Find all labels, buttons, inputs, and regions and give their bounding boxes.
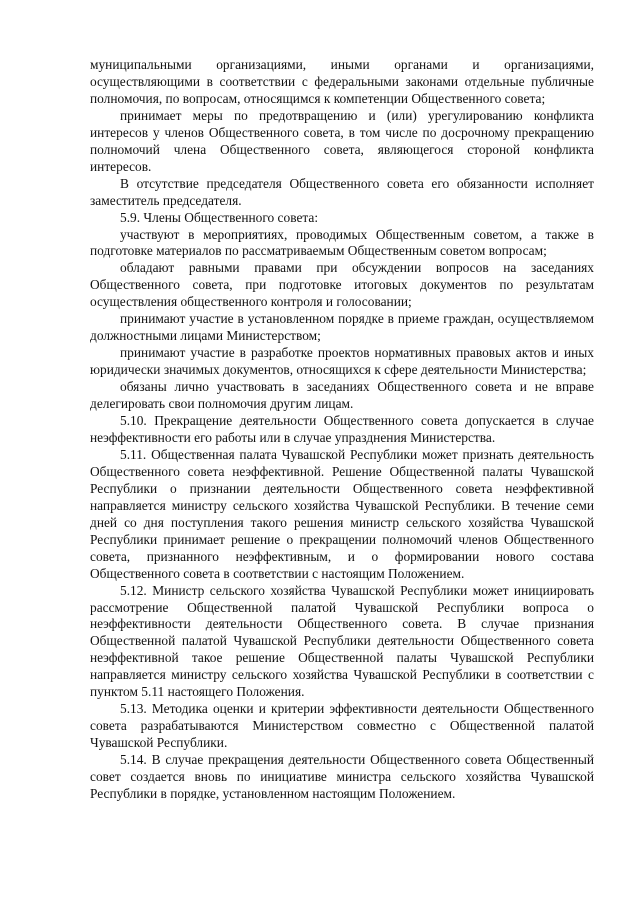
paragraph-members-reception: принимают участие в установленном порядке в приеме граждан, осуществляемом должностными лицами Министерством; [90, 311, 594, 344]
paragraph-chairman-absence: В отсутствие председателя Общественного совета его обязанности исполняет заместитель председателя. [90, 175, 594, 208]
section-5-10: 5.10. Прекращение деятельности Общественного совета допускается в случае неэффективности его работы или в случае упразднения Министерства. [90, 413, 594, 445]
document-page [90, 57, 594, 803]
paragraph-members-equal-rights: обладают равными правами при обсуждении вопросов на заседаниях Общественного совета, при подготовке итоговых документов по результатам осуществления общественного контроля и голосовании; [90, 260, 594, 310]
paragraph-members-drafting: принимают участие в разработке проектов нормативных правовых актов и иных юридически значимых документов, относящихся к сфере деятельности Министерства; [90, 345, 594, 378]
paragraph-continuation: муниципальными организациями, иными органами и организациями, осуществляющими в соответствии с федеральными законами отдельные публичные полномочия, по вопросам, относящимся к компетенции Общественного совета; [90, 57, 594, 106]
paragraph-members-obliged: обязаны лично участвовать в заседаниях Общественного совета и не вправе делегировать свои полномочия другим лицам. [90, 379, 594, 412]
paragraph-members-participate: участвуют в мероприятиях, проводимых Общественным советом, а также в подготовке материалов по рассматриваемым Общественным советом вопросам; [90, 226, 594, 259]
section-5-14: 5.14. В случае прекращения деятельности Общественного совета Общественный совет создается вновь по инициативе министра сельского хозяйства Чувашской Республики в порядке, установленном настоящим Положением. [90, 752, 594, 801]
section-5-12: 5.12. Министр сельского хозяйства Чувашской Республики может инициировать рассмотрение Общественной палатой Чувашской Республики вопроса о неэффективности деятельности Общественного совета. В случае признания Общественной палатой Чувашской Республики деятельности Общественного совета неэффективной такое решение Общественной палаты Чувашской Республики направляется министру сельского хозяйства Чувашской Республики в соответствии с пунктом 5.11 настоящего Положения. [90, 582, 594, 700]
paragraph-conflict-of-interest: принимает меры по предотвращению и (или) урегулированию конфликта интересов у членов Общественного совета, в том числе по досрочному прекращению полномочий члена Общественного совета, являющегося стороной конфликта интересов. [90, 107, 594, 174]
section-5-9-heading: 5.9. Члены Общественного совета: [120, 209, 319, 225]
section-5-11: 5.11. Общественная палата Чувашской Республики может признать деятельность Общественного совета неэффективной. Решение Общественной палаты Чувашской Республики о признании деятельности Общественного совета неэффективной направляется министру сельского хозяйства Чувашской Республики. В течение семи дней со дня поступления такого решения министр сельского хозяйства Чувашской Республики принимает решение о прекращении полномочий членов Общественного совета, признанного неэффективным, и о формировании нового состава Общественного совета в соответствии с настоящим Положением. [90, 446, 594, 581]
section-5-13: 5.13. Методика оценки и критерии эффективности деятельности Общественного совета разрабатываются Министерством совместно с Общественной палатой Чувашской Республики. [90, 701, 594, 751]
